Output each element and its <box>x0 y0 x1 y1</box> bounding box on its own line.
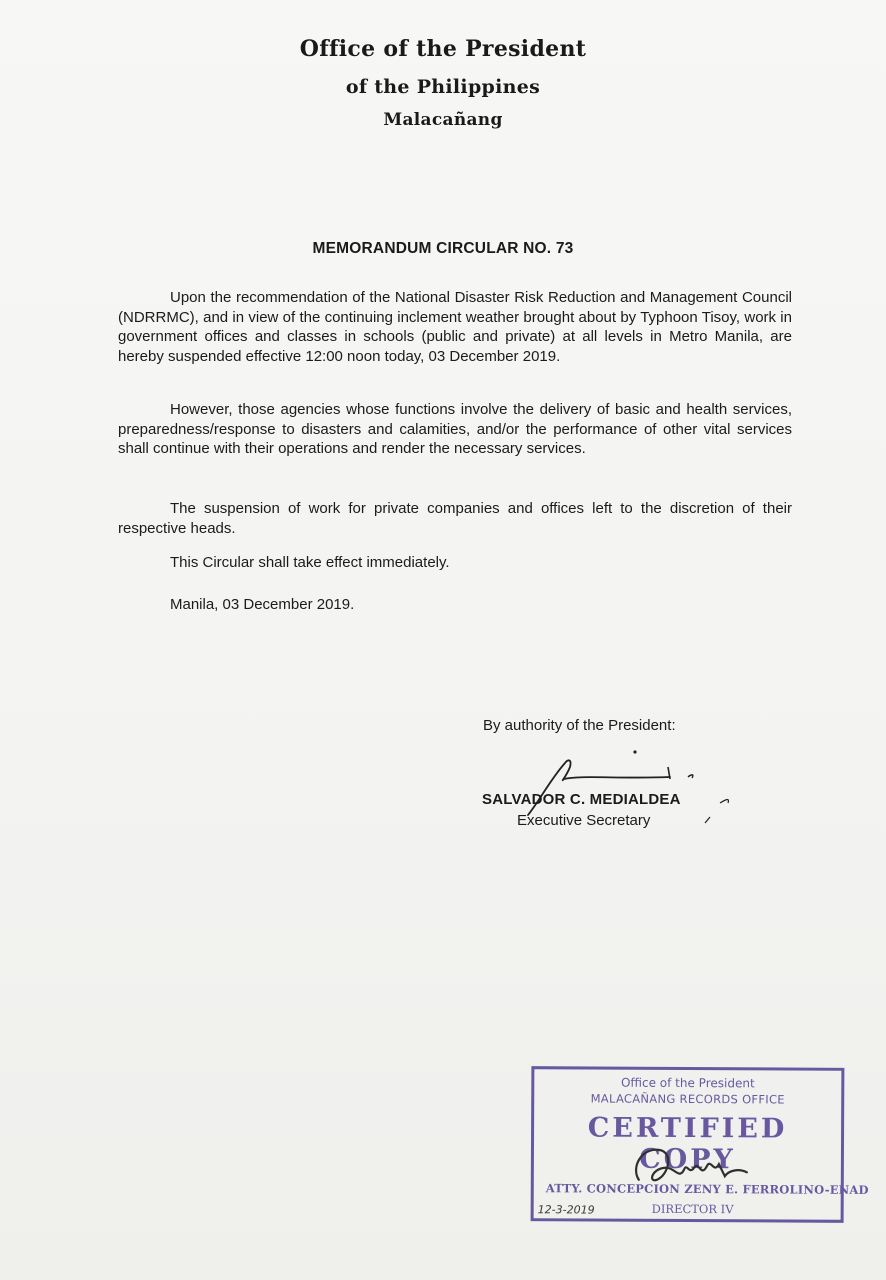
signatory-position: Executive Secretary <box>517 812 651 829</box>
signatory-name: SALVADOR C. MEDIALDEA <box>482 791 681 808</box>
place-and-date: Manila, 03 December 2019. <box>170 596 355 613</box>
memo-paragraph-2: However, those agencies whose functions involve the delivery of basic and health services, preparedness/response to disasters and calamities, and/or the performance of other vital services shall continue with their operations and render the necessary services. <box>118 401 792 457</box>
letterhead-country: of the Philippines <box>345 76 541 98</box>
certified-copy-stamp <box>531 1066 869 1223</box>
letterhead-office: Office of the President <box>299 36 587 62</box>
stamp-certified-copy: CERTIFIED COPY <box>587 1112 788 1176</box>
stamp-office: Office of the President <box>620 1075 755 1091</box>
stamp-attorney-name: ATTY. CONCEPCION ZENY E. FERROLINO-ENAD <box>545 1181 869 1197</box>
authority-line: By authority of the President: <box>483 717 676 734</box>
effectivity-clause: This Circular shall take effect immediately. <box>170 554 450 571</box>
memo-paragraph-3: The suspension of work for private companies and offices left to the discretion of their respective heads. <box>118 500 792 537</box>
stamp-records-office: MALACAÑANG RECORDS OFFICE <box>590 1091 785 1107</box>
memo-paragraph-1: Upon the recommendation of the National Disaster Risk Reduction and Management Council (NDRRMC), and in view of the continuing inclement weather brought about by Typhoon Tisoy, work in government offices and classes in schools (public and private) at all levels in Metro Manila, are hereby suspended effective 12:00 noon today, 03 December 2019. <box>118 289 792 365</box>
stamp-director-title: DIRECTOR IV <box>651 1201 734 1217</box>
letterhead-place: Malacañang <box>383 110 503 130</box>
stamp-handwritten-date: 12-3-2019 <box>537 1203 595 1217</box>
memo-title: MEMORANDUM CIRCULAR NO. 73 <box>312 240 574 257</box>
